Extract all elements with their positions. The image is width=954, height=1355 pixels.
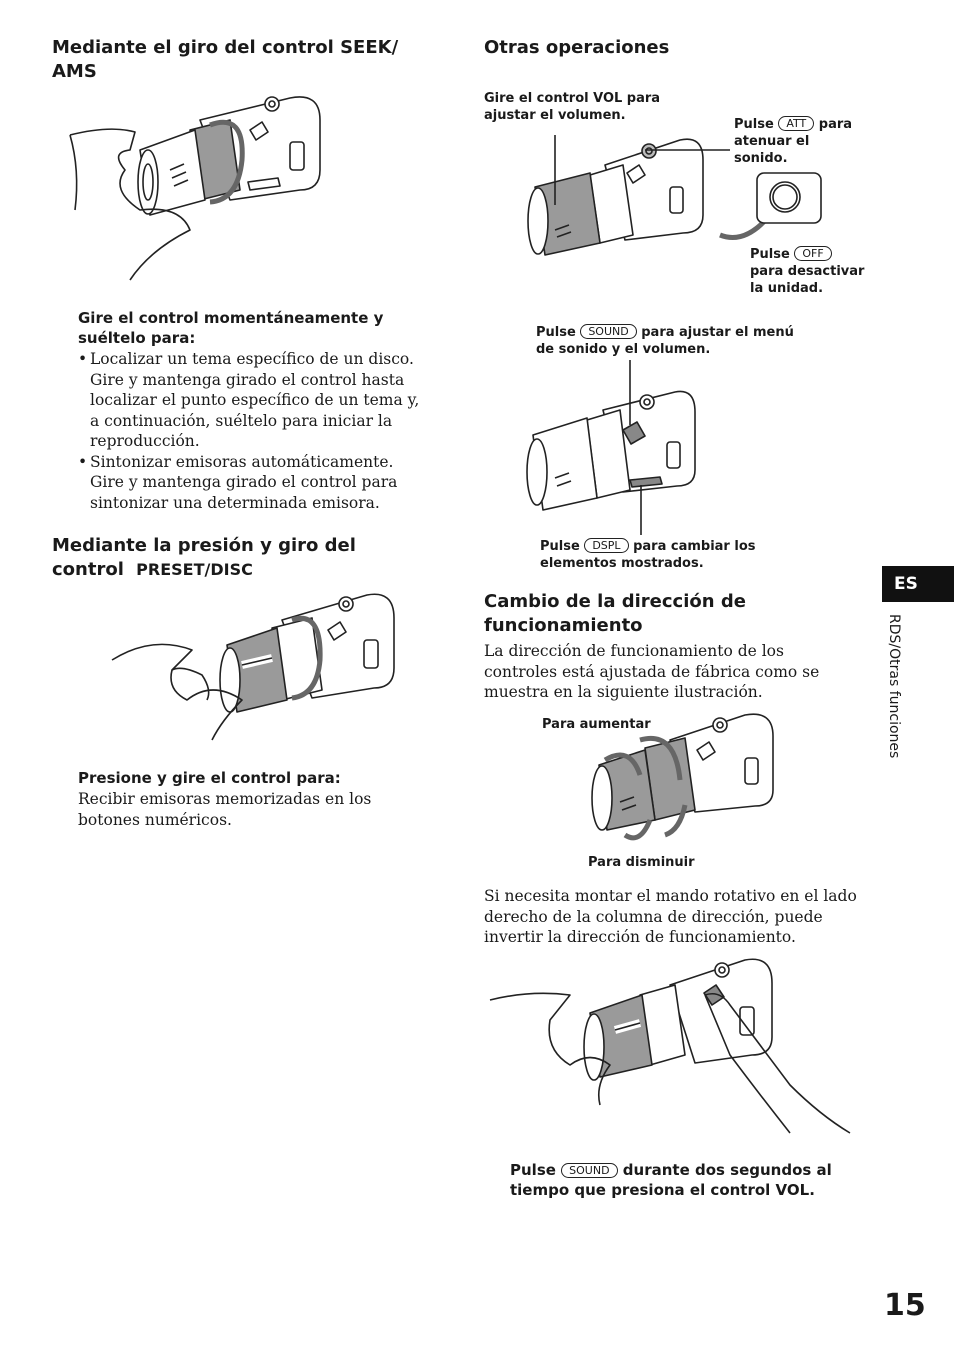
seek-bullet-1 — [78, 349, 438, 452]
sound-caption — [536, 324, 794, 358]
att-para-text: para — [818, 117, 853, 132]
bullet-line: Gire y mantenga girado el control hasta — [90, 370, 405, 389]
cambio-body-line: La dirección de funcionamiento de los — [484, 642, 784, 660]
off-key-label: OFF — [794, 246, 831, 261]
bullet-line: localizar el punto específico de un tema y, — [90, 391, 420, 409]
direction-illustration — [585, 710, 780, 850]
sound-dspl-illustration — [505, 360, 705, 535]
preset-title-line2 — [52, 558, 356, 582]
seek-subtitle-line1: Gire el control momentáneamente y — [78, 309, 384, 327]
final-instruction-line2: tiempo que presiona el control VOL. — [510, 1181, 815, 1199]
preset-body-line2: botones numéricos. — [78, 810, 232, 829]
sound-key-label: SOUND — [580, 324, 636, 339]
reverse-direction-illustration — [490, 955, 860, 1135]
otras-title: Otras operaciones — [484, 37, 670, 58]
para-aumentar-label: Para aumentar — [542, 717, 651, 732]
att-pulse-text: Pulse — [734, 117, 774, 132]
preset-body-line1: Recibir emisoras memorizadas en los — [78, 790, 372, 808]
language-tab-label: ES — [894, 574, 918, 594]
cambio-body2-line: Si necesita montar el mando rotativo en el lado — [484, 887, 857, 905]
seek-bullet-2 — [78, 452, 438, 514]
vol-caption-line1: Gire el control VOL para — [484, 91, 661, 106]
preset-title-preset-disc: PRESET/DISC — [136, 560, 253, 579]
seek-subtitle-line2: suéltelo para: — [78, 329, 196, 347]
preset-title-control: control — [52, 559, 124, 580]
seek-subtitle — [78, 308, 383, 348]
seek-bullet-list — [78, 349, 438, 513]
sound-caption-line1 — [536, 324, 794, 341]
dspl-pulse-text: Pulse — [540, 539, 580, 554]
off-caption-line2: para desactivar — [750, 264, 865, 279]
dspl-caption-text: para cambiar los — [633, 539, 756, 554]
bullet-line: a continuación, suéltelo para iniciar la — [90, 411, 393, 430]
preset-press-rotate-illustration — [112, 590, 402, 745]
final-instruction-line1 — [510, 1160, 832, 1180]
vol-caption — [484, 90, 660, 124]
preset-body — [78, 789, 371, 830]
bullet-line: reproducción. — [90, 432, 200, 450]
cambio-body-line: muestra en la siguiente ilustración. — [484, 683, 763, 701]
vol-caption-line2: ajustar el volumen. — [484, 108, 626, 123]
bullet-line: Gire y mantenga girado el control para — [90, 473, 398, 491]
cambio-title-line1: Cambio de la dirección de — [484, 591, 746, 612]
preset-title-line1: Mediante la presión y giro del — [52, 535, 356, 556]
preset-subtitle: Presione y gire el control para: — [78, 769, 341, 787]
att-caption-line2: atenuar el — [734, 134, 810, 149]
seek-title-line2: AMS — [52, 61, 97, 82]
bullet-line: sintonizar una determinada emisora. — [90, 493, 380, 512]
off-caption-line3: la unidad. — [750, 281, 824, 296]
final-instruction-text: durante dos segundos al — [622, 1161, 832, 1179]
seek-rotation-illustration — [70, 90, 330, 285]
cambio-title-line2: funcionamiento — [484, 615, 643, 636]
dspl-key-label: DSPL — [584, 538, 628, 553]
bullet-line: • Localizar un tema específico de un disco. — [90, 350, 414, 368]
final-sound-key-label: SOUND — [561, 1163, 617, 1178]
cambio-body-line: controles está ajustada de fábrica como se — [484, 662, 820, 681]
para-disminuir-label: Para disminuir — [588, 855, 695, 870]
cambio-title — [484, 590, 746, 638]
dspl-caption-line2: elementos mostrados. — [540, 556, 704, 571]
sound-pulse-text: Pulse — [536, 325, 576, 340]
off-caption-line1 — [750, 246, 864, 263]
final-pulse-text: Pulse — [510, 1161, 556, 1179]
vol-control-illustration — [505, 125, 835, 255]
cambio-body2 — [484, 886, 874, 948]
dspl-caption-line1 — [540, 538, 756, 555]
att-caption-line3: sonido. — [734, 151, 788, 166]
page-number: 15 — [884, 1288, 926, 1323]
language-tab — [882, 566, 954, 602]
off-pulse-text: Pulse — [750, 247, 790, 262]
seek-title-line1: Mediante el giro del control SEEK/ — [52, 37, 399, 58]
preset-title — [52, 534, 356, 582]
seek-title — [52, 36, 398, 84]
final-instruction — [510, 1160, 832, 1200]
section-label: RDS/Otras funciones — [886, 614, 902, 759]
cambio-body2-line: invertir la dirección de funcionamiento. — [484, 928, 796, 946]
cambio-body2-line: derecho de la columna de dirección, puede — [484, 907, 823, 926]
off-caption — [750, 246, 864, 297]
sound-caption-text: para ajustar el menú — [641, 325, 794, 340]
cambio-body — [484, 641, 864, 703]
sound-caption-line2: de sonido y el volumen. — [536, 342, 711, 357]
bullet-line: • Sintonizar emisoras automáticamente. — [90, 452, 394, 471]
att-key-label: ATT — [778, 116, 814, 131]
dspl-caption — [540, 538, 756, 572]
